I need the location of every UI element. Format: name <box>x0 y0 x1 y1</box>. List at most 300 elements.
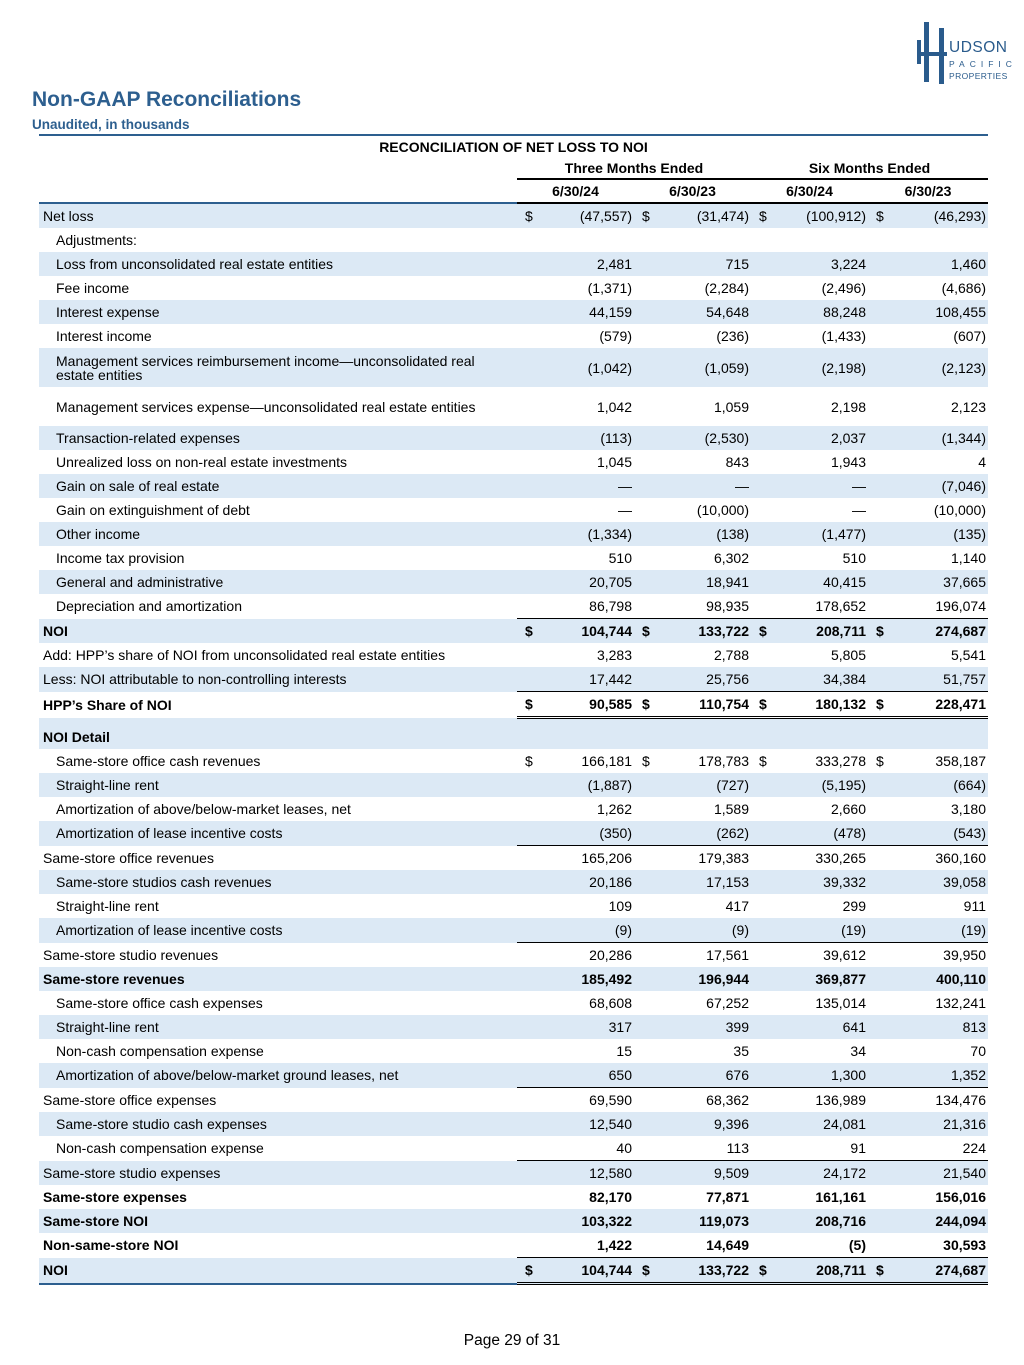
value-cell: (1,887) <box>534 773 634 797</box>
currency-symbol <box>751 522 768 546</box>
value-cell: 3,224 <box>768 252 868 276</box>
currency-symbol <box>868 498 885 522</box>
currency-symbol <box>751 450 768 474</box>
value-cell: 208,711 <box>768 619 868 644</box>
row-label: Non-cash compensation expense <box>56 1140 264 1157</box>
page-title: Non-GAAP Reconciliations <box>32 88 302 111</box>
value-cell: (478) <box>768 821 868 846</box>
value-cell: 1,589 <box>713 801 749 817</box>
value-cell: (236) <box>716 328 749 344</box>
row-label: Same-store studio expenses <box>39 1161 517 1186</box>
value-cell: 4 <box>978 454 986 470</box>
row-label: Loss from unconsolidated real estate entities <box>39 252 517 276</box>
page-number: Page 29 of 31 <box>463 1332 561 1349</box>
value-cell: 510 <box>842 550 866 566</box>
currency-symbol <box>751 570 768 594</box>
currency-symbol <box>634 1112 651 1136</box>
value-cell: 25,756 <box>651 667 751 692</box>
row-label: Amortization of lease incentive costs <box>39 821 517 846</box>
table-row <box>39 1161 988 1186</box>
currency-symbol <box>517 387 534 426</box>
value-cell: 317 <box>534 1015 634 1039</box>
currency-symbol: $ <box>751 1258 768 1284</box>
value-cell: 30,593 <box>943 1237 986 1253</box>
value-cell: (543) <box>885 821 988 846</box>
value-cell: (664) <box>885 773 988 797</box>
currency-symbol <box>634 846 651 871</box>
currency-symbol <box>517 450 534 474</box>
value-cell: 2,037 <box>768 426 868 450</box>
value-cell: 2,660 <box>830 801 866 817</box>
table-row <box>39 348 988 387</box>
currency-symbol <box>751 300 768 324</box>
value-cell: (7,046) <box>885 474 988 498</box>
spacer-row <box>39 718 988 726</box>
value-cell: 136,989 <box>768 1088 868 1113</box>
currency-symbol: $ <box>634 692 651 718</box>
logo-wordmark-udson: UDSON <box>949 39 1008 56</box>
currency-symbol <box>868 1209 885 1233</box>
row-label: Unrealized loss on non-real estate investments <box>56 454 348 470</box>
currency-symbol <box>868 1233 885 1258</box>
value-cell: (46,293) <box>885 203 988 228</box>
row-label: Net loss <box>39 203 517 228</box>
value-cell: 70 <box>970 1043 986 1059</box>
currency-symbol: $ <box>517 692 534 718</box>
currency-symbol <box>868 1063 885 1088</box>
currency-symbol <box>634 1088 651 1113</box>
value-cell: 224 <box>962 1140 986 1156</box>
currency-symbol <box>751 474 768 498</box>
value-cell: 20,705 <box>534 570 634 594</box>
value-cell: 166,181 <box>581 753 632 769</box>
currency-symbol: $ <box>751 203 768 228</box>
row-label: Straight-line rent <box>56 898 159 914</box>
currency-symbol <box>634 300 651 324</box>
value-cell: 113 <box>726 1140 749 1156</box>
currency-symbol <box>634 426 651 450</box>
value-cell: 35 <box>733 1043 749 1059</box>
value-cell: (1,371) <box>587 280 632 296</box>
currency-symbol <box>634 450 651 474</box>
hudson-h-logo-icon <box>914 22 950 84</box>
value-cell: 369,877 <box>768 967 868 991</box>
value-cell: (2,198) <box>768 348 868 387</box>
value-cell: 88,248 <box>768 300 868 324</box>
value-cell: 1,422 <box>596 1237 632 1253</box>
currency-symbol <box>634 387 651 426</box>
value-cell: (1,059) <box>651 348 751 387</box>
currency-symbol <box>751 667 768 692</box>
currency-symbol <box>751 324 768 348</box>
table-section-title: RECONCILIATION OF NET LOSS TO NOI <box>39 135 988 157</box>
value-cell: (727) <box>651 773 751 797</box>
currency-symbol <box>634 821 651 846</box>
value-cell: 178,783 <box>698 753 749 769</box>
currency-symbol: $ <box>634 619 651 644</box>
currency-symbol <box>517 276 534 300</box>
currency-symbol <box>517 991 534 1015</box>
value-cell <box>768 718 868 726</box>
currency-symbol: $ <box>751 692 768 718</box>
value-cell: 1,262 <box>596 801 632 817</box>
currency-symbol <box>517 1015 534 1039</box>
currency-symbol: $ <box>868 692 885 718</box>
currency-symbol: $ <box>751 619 768 644</box>
row-label: Interest expense <box>39 300 517 324</box>
page-subtitle: Unaudited, in thousands <box>32 117 190 132</box>
currency-symbol <box>634 252 651 276</box>
currency-symbol <box>751 1136 768 1161</box>
value-cell: 12,580 <box>534 1161 634 1186</box>
currency-symbol <box>517 1063 534 1088</box>
value-cell <box>651 725 751 749</box>
value-cell: (2,496) <box>821 280 866 296</box>
value-cell: 14,649 <box>706 1237 749 1253</box>
table-row <box>39 870 988 894</box>
value-cell: 3,283 <box>596 647 632 663</box>
value-cell: 510 <box>608 550 632 566</box>
currency-symbol <box>868 450 885 474</box>
value-cell: 178,652 <box>815 598 866 614</box>
value-cell: 179,383 <box>651 846 751 871</box>
currency-symbol <box>751 228 768 252</box>
row-label: Gain on extinguishment of debt <box>56 502 250 518</box>
value-cell: (1,477) <box>768 522 868 546</box>
table-row <box>39 967 988 991</box>
currency-symbol <box>751 387 768 426</box>
value-cell: 1,140 <box>950 550 986 566</box>
currency-symbol <box>868 918 885 943</box>
currency-symbol <box>868 1136 885 1161</box>
currency-symbol <box>634 228 651 252</box>
currency-symbol <box>868 474 885 498</box>
value-cell <box>534 725 634 749</box>
currency-symbol <box>751 276 768 300</box>
value-cell: 650 <box>534 1063 634 1088</box>
row-label: Same-store NOI <box>39 1209 517 1233</box>
value-cell: 9,509 <box>651 1161 751 1186</box>
value-cell <box>768 228 868 252</box>
value-cell: (2,284) <box>704 280 749 296</box>
currency-symbol <box>517 1209 534 1233</box>
currency-symbol <box>517 1112 534 1136</box>
value-cell: 196,944 <box>651 967 751 991</box>
currency-symbol <box>517 1185 534 1209</box>
value-cell: 91 <box>850 1140 866 1156</box>
value-cell: (135) <box>885 522 988 546</box>
currency-symbol <box>517 1233 534 1258</box>
row-label: Straight-line rent <box>39 1015 517 1039</box>
value-cell: 132,241 <box>935 995 986 1011</box>
value-cell: (9) <box>651 918 751 943</box>
currency-symbol <box>634 1136 651 1161</box>
table-row <box>39 276 988 300</box>
value-cell: 44,159 <box>534 300 634 324</box>
value-cell: 119,073 <box>651 1209 751 1233</box>
table-row <box>39 522 988 546</box>
value-cell: 6,302 <box>713 550 749 566</box>
currency-symbol: $ <box>642 753 650 769</box>
currency-symbol <box>751 773 768 797</box>
currency-symbol <box>634 667 651 692</box>
table-row <box>39 821 988 846</box>
currency-symbol: $ <box>876 753 884 769</box>
currency-symbol <box>517 228 534 252</box>
value-cell: (31,474) <box>651 203 751 228</box>
value-cell: 299 <box>842 898 866 914</box>
currency-symbol <box>634 773 651 797</box>
value-cell: 2,123 <box>950 398 986 415</box>
currency-symbol <box>868 1088 885 1113</box>
value-cell: 165,206 <box>534 846 634 871</box>
row-label: NOI <box>39 619 517 644</box>
currency-symbol <box>868 348 885 387</box>
value-cell <box>768 725 868 749</box>
currency-symbol <box>517 773 534 797</box>
currency-symbol <box>751 1039 768 1063</box>
table-row <box>39 1136 988 1161</box>
value-cell: 1,300 <box>768 1063 868 1088</box>
currency-symbol <box>517 546 534 570</box>
currency-symbol <box>751 821 768 846</box>
value-cell: 1,943 <box>830 454 866 470</box>
value-cell: — <box>852 502 866 518</box>
currency-symbol <box>517 1161 534 1186</box>
table-row <box>39 797 988 821</box>
currency-symbol: $ <box>517 1258 534 1284</box>
currency-symbol <box>517 324 534 348</box>
value-cell: 110,754 <box>651 692 751 718</box>
value-cell: 161,161 <box>815 1189 866 1205</box>
table-row <box>39 1209 988 1233</box>
value-cell: 68,362 <box>651 1088 751 1113</box>
value-cell: 330,265 <box>768 846 868 871</box>
value-cell: 20,186 <box>534 870 634 894</box>
currency-symbol <box>751 594 768 619</box>
value-cell: 843 <box>725 454 749 470</box>
value-cell: 17,442 <box>534 667 634 692</box>
currency-symbol <box>517 667 534 692</box>
currency-symbol <box>634 797 651 821</box>
value-cell: (1,344) <box>885 426 988 450</box>
table-row <box>39 1112 988 1136</box>
logo-wordmark-pacific: PACIFIC <box>949 59 1017 69</box>
row-label: Same-store office revenues <box>43 849 214 866</box>
currency-symbol: $ <box>634 203 651 228</box>
value-cell: 67,252 <box>706 995 749 1011</box>
currency-symbol <box>634 570 651 594</box>
value-cell: 39,332 <box>768 870 868 894</box>
table-row <box>39 894 988 918</box>
currency-symbol <box>634 474 651 498</box>
noi-reconciliation-table <box>39 134 988 1285</box>
currency-symbol <box>517 1136 534 1161</box>
currency-symbol <box>634 594 651 619</box>
value-cell: 1,059 <box>713 398 749 415</box>
currency-symbol <box>517 870 534 894</box>
value-cell: 333,278 <box>815 753 866 769</box>
currency-symbol <box>517 967 534 991</box>
currency-symbol <box>751 870 768 894</box>
currency-symbol <box>868 1161 885 1186</box>
row-label: Amortization of above/below-market ground leases, net <box>39 1063 517 1088</box>
row-label <box>39 718 517 726</box>
table-row <box>39 991 988 1015</box>
currency-symbol <box>517 522 534 546</box>
currency-symbol <box>751 498 768 522</box>
currency-symbol <box>868 228 885 252</box>
value-cell: 641 <box>768 1015 868 1039</box>
row-label: Same-store studio cash expenses <box>39 1112 517 1136</box>
value-cell: 39,950 <box>885 943 988 968</box>
value-cell: 274,687 <box>885 619 988 644</box>
column-header: 6/30/24 <box>751 179 868 203</box>
currency-symbol <box>517 300 534 324</box>
currency-symbol <box>634 643 651 667</box>
value-cell: 274,687 <box>885 1258 988 1284</box>
value-cell: 90,585 <box>534 692 634 718</box>
table-row <box>39 1015 988 1039</box>
currency-symbol <box>751 846 768 871</box>
currency-symbol <box>751 1063 768 1088</box>
row-label: Same-store expenses <box>43 1189 187 1205</box>
value-cell: 69,590 <box>534 1088 634 1113</box>
currency-symbol: $ <box>634 1258 651 1284</box>
value-cell: 244,094 <box>885 1209 988 1233</box>
currency-symbol <box>634 1015 651 1039</box>
currency-symbol <box>517 474 534 498</box>
table-row <box>39 1258 988 1284</box>
currency-symbol <box>517 725 534 749</box>
value-cell: 400,110 <box>885 967 988 991</box>
value-cell: (100,912) <box>768 203 868 228</box>
value-cell <box>534 228 634 252</box>
value-cell: (2,123) <box>885 348 988 387</box>
value-cell <box>651 228 751 252</box>
currency-symbol <box>868 846 885 871</box>
value-cell: — <box>651 474 751 498</box>
table-row <box>39 228 988 252</box>
currency-symbol <box>868 252 885 276</box>
currency-symbol <box>868 821 885 846</box>
currency-symbol: $ <box>868 1258 885 1284</box>
currency-symbol <box>751 991 768 1015</box>
row-label: Less: NOI attributable to non-controlling interests <box>39 667 517 692</box>
value-cell: 134,476 <box>885 1088 988 1113</box>
value-cell: 1,042 <box>596 398 632 415</box>
currency-symbol <box>634 725 651 749</box>
row-label: Fee income <box>56 280 130 296</box>
value-cell: 39,612 <box>768 943 868 968</box>
value-cell: 21,540 <box>885 1161 988 1186</box>
currency-symbol <box>868 894 885 918</box>
value-cell: (262) <box>651 821 751 846</box>
value-cell: 18,941 <box>651 570 751 594</box>
currency-symbol <box>517 1039 534 1063</box>
row-label: Same-store office cash expenses <box>56 995 263 1011</box>
table-row <box>39 1088 988 1113</box>
currency-symbol <box>517 918 534 943</box>
row-label: Amortization of lease incentive costs <box>39 918 517 943</box>
currency-symbol <box>634 967 651 991</box>
currency-symbol <box>751 725 768 749</box>
currency-symbol <box>868 773 885 797</box>
currency-symbol <box>517 894 534 918</box>
currency-symbol <box>634 1063 651 1088</box>
value-cell: 24,081 <box>768 1112 868 1136</box>
table-row <box>39 387 988 426</box>
currency-symbol <box>634 1039 651 1063</box>
table-row <box>39 749 988 773</box>
currency-symbol <box>868 1015 885 1039</box>
currency-symbol <box>868 546 885 570</box>
currency-symbol <box>517 498 534 522</box>
row-label: Same-store studios cash revenues <box>39 870 517 894</box>
currency-symbol <box>868 522 885 546</box>
row-label: Same-store office cash revenues <box>56 753 261 769</box>
currency-symbol <box>751 1015 768 1039</box>
row-label: Depreciation and amortization <box>56 598 242 615</box>
table-row <box>39 943 988 968</box>
table-row <box>39 324 988 348</box>
currency-symbol: $ <box>517 203 534 228</box>
currency-symbol <box>868 718 885 726</box>
table-row <box>39 1185 988 1209</box>
table-row <box>39 203 988 228</box>
table-row <box>39 692 988 718</box>
value-cell: (19) <box>885 918 988 943</box>
value-cell: (579) <box>599 328 632 344</box>
table-row <box>39 846 988 871</box>
table-body <box>39 203 988 1284</box>
currency-symbol <box>517 252 534 276</box>
value-cell: 1,460 <box>885 252 988 276</box>
company-logo <box>910 18 1017 88</box>
value-cell: (4,686) <box>941 280 986 296</box>
currency-symbol <box>868 667 885 692</box>
value-cell: 133,722 <box>651 619 751 644</box>
value-cell: 12,540 <box>534 1112 634 1136</box>
value-cell: (10,000) <box>696 502 749 518</box>
currency-symbol <box>634 1185 651 1209</box>
column-header: 6/30/23 <box>868 179 988 203</box>
currency-symbol <box>751 718 768 726</box>
value-cell: (1,433) <box>821 328 866 344</box>
row-label: Management services reimbursement income—unconsolidated real estate entities <box>39 348 517 387</box>
row-label: Gain on sale of real estate <box>39 474 517 498</box>
currency-symbol <box>634 1209 651 1233</box>
value-cell: 104,744 <box>534 1258 634 1284</box>
value-cell: 228,471 <box>885 692 988 718</box>
currency-symbol <box>517 594 534 619</box>
row-label: Interest income <box>56 328 152 344</box>
value-cell: 360,160 <box>885 846 988 871</box>
value-cell: 86,798 <box>589 598 632 614</box>
currency-symbol <box>634 498 651 522</box>
currency-symbol <box>751 1088 768 1113</box>
table-row <box>39 474 988 498</box>
value-cell: 911 <box>963 898 986 914</box>
currency-symbol <box>517 846 534 871</box>
row-label: Income tax provision <box>56 550 185 566</box>
value-cell <box>651 718 751 726</box>
table-row <box>39 773 988 797</box>
row-label: Same-store office expenses <box>43 1091 217 1108</box>
table-row <box>39 1039 988 1063</box>
currency-symbol <box>517 570 534 594</box>
row-label: Management services expense—unconsolidated real estate entities <box>56 398 476 415</box>
